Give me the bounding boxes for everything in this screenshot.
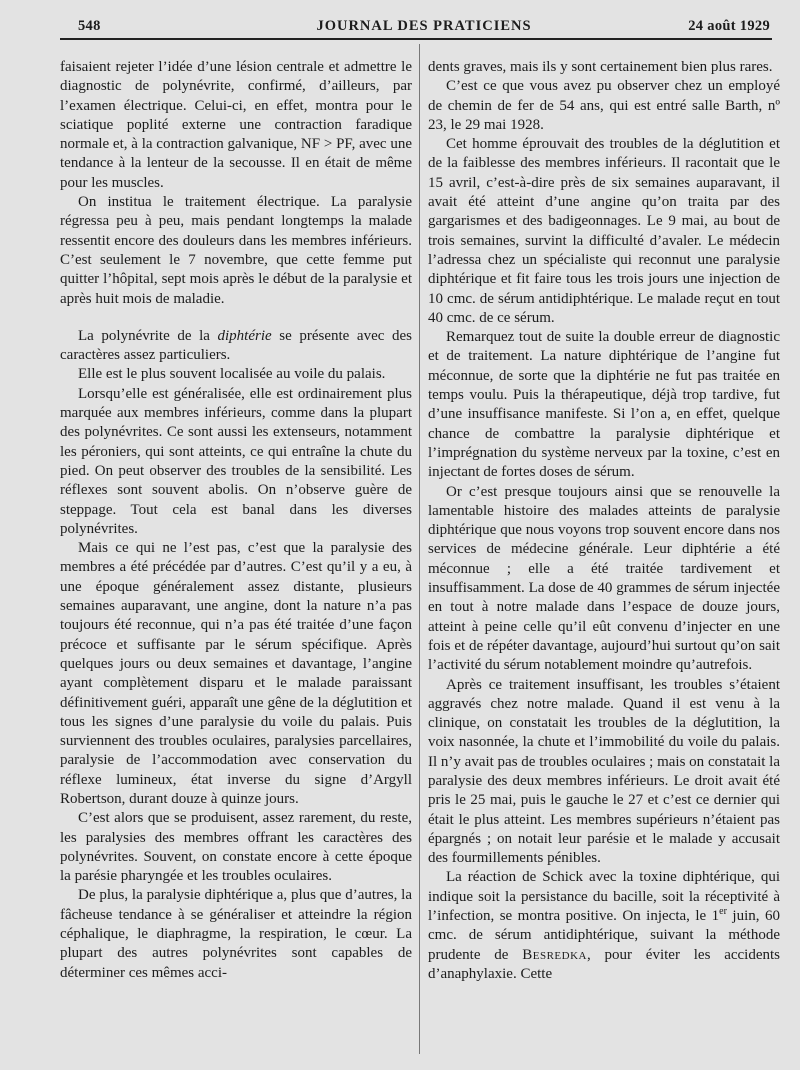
paragraph: faisaient rejeter l’idée d’une lésion centrale et admettre le diagnostic de polynévrite, confirmé, d’ailleurs, par l’examen électrique. Celui-ci, en effet, montra pour le sciatique poplité externe une contraction faradique normale et, à la contraction galvanique, NF > PF, avec une tendance à la lenteur de la secousse. Il en était de même pour les muscles. [60, 59, 412, 191]
paragraph: Mais ce qui ne l’est pas, c’est que la paralysie des membres a été précédée par d’autres. C’est qu’il y a eu, à une époque généralement assez distante, plusieurs semaines auparavant, une angine, dont la nature n’a pas toujours été reconnue, qui n’a pas été traitée d’une façon précoce et suffisante par le sérum spécifique. Après quelques jours ou deux semaines et davantage, l’angine ayant complètement disparu et le malade paraissant définitivement guéri, apparaît une gêne de la déglutition et tous les signes d’une paralysie du voile du palais. Puis surviennent des troubles oculaires, paralysies parcellaires, paralysie de l’accommodation avec conservation du réflexe lumineux, état inverse du signe d’Argyll Robertson, durant douze à quinze jours. [60, 540, 412, 807]
paragraph: Lorsqu’elle est généralisée, elle est ordinairement plus marquée aux membres inférieurs, comme dans la plupart des polynévrites. Ce sont aussi les extenseurs, notamment les péroniers, qui sont atteints, ce qui entraîne la chute du pied. On peut observer des troubles de la sensibilité. Les réflexes sont souvent abolis. On n’observe guère de steppage. Tout cela est banal dans les diverses polynévrites. [60, 385, 412, 537]
journal-title: JOURNAL DES PRATICIENS [316, 18, 532, 34]
paragraph: La réaction de Schick avec la toxine diphtérique, qui indique soit la persistance du bacille, soit la réceptivité à l’infection, se montra positive. On injecta, le 1er juin, 60 cmc. de sérum antidiphtérique, suivant la méthode prudente de Besredka, pour éviter les accidents d’anaphylaxie. Cette [428, 869, 781, 982]
paragraph: Or c’est presque toujours ainsi que se renouvelle la lamentable histoire des malades atteints de paralysie diphtérique que nous voyons trop souvent encore dans nos services de médecine générale. Leur diphtérie a été méconnue ; elle a été traitée tardivement et insuffisamment. La dose de 40 grammes de sérum injectée en tout à notre malade dans l’espace de douze jours, atteint à peine celle qu’il eût convenu d’injecter en une fois et de répéter davantage, aujourd’hui surtout qu’on sait l’activité du sérum notablement moindre qu’autrefois. [428, 483, 780, 674]
italic-term: diphtérie [217, 327, 272, 344]
paragraph: Après ce traitement insuffisant, les troubles s’étaient aggravés chez notre malade. Quand il est venu à la clinique, on constatait les troubles de la déglutition, la voix nasonnée, la chute et l’immobilité du voile du palais. Il n’y avait pas de troubles oculaires ; mais on constatait la paralysie des deux membres inférieurs. Le droit avait été pris le 25 mai, puis le gauche le 27 et c’est ce dernier qui était le plus atteint. Les membres supérieurs n’étaient pas épargnés ; on notait leur parésie et le malade y accusait des fourmillements pénibles. [428, 676, 780, 867]
right-column [428, 58, 780, 984]
column-divider [419, 44, 420, 1054]
page-header [78, 16, 770, 38]
left-column [60, 58, 412, 983]
page-number: 548 [78, 18, 101, 34]
issue-date: 24 août 1929 [688, 18, 770, 34]
paragraph: Elle est le plus souvent localisée au voile du palais. [78, 366, 386, 383]
paragraph: C’est alors que se produisent, assez rarement, du reste, les paralysies des membres offrant les caractères des polynévrites. Souvent, on constate encore à cette époque la parésie pharyngée et les troubles oculaires. [60, 810, 412, 885]
paragraph: C’est ce que vous avez pu observer chez un employé de chemin de fer de 54 ans, qui est entré salle Barth, nº 23, le 29 mai 1928. [428, 78, 780, 133]
paragraph: dents graves, mais ils y sont certainement bien plus rares. [428, 59, 773, 75]
paragraph: Cet homme éprouvait des troubles de la déglutition et de la faiblesse des membres inférieurs. Il racontait que le 15 avril, c’est-à-dire près de six semaines auparavant, il avait été atteint d’une angine qu’on traita par des gargarismes et des badigeonnages. Le 9 mai, au bout de trois semaines, survint la difficulté d’avaler. Le médecin l’adressa chez un spécialiste qui reconnut une paralysie diphtérique et fit faire tous les trois jours une injection de 10 cmc. de sérum antidiphtérique. Le malade reçut en tout 40 cmc. de ce sérum. [428, 136, 780, 326]
author-name: Besredka [522, 946, 587, 963]
paragraph: La polynévrite de la diphtérie se présente avec des caractères assez particuliers. [60, 327, 412, 364]
paragraph: De plus, la paralysie diphtérique a, plus que d’autres, la fâcheuse tendance à se généraliser et atteindre la région céphalique, le diaphragme, la respiration, le cœur. La plupart des autres polynévrites sont capables de déterminer ces mêmes acci- [60, 887, 412, 981]
paragraph: Remarquez tout de suite la double erreur de diagnostic et de traitement. La nature diphtérique de l’angine fut méconnue, de sorte que la diphtérie ne fut pas traitée en temps voulu. Puis la thérapeutique, déjà trop tardive, fut d’une insuffisance manifeste. Si l’on a, en effet, quelque chance de combattre la paralysie diphtérique et l’imprégnation du système nerveux par la toxine, c’est en injectant de fortes doses de sérum. [428, 329, 780, 481]
paragraph: On institua le traitement électrique. La paralysie régressa peu à peu, mais pendant longtemps la malade ressentit encore des douleurs dans les membres inférieurs. C’est seulement le 7 novembre, que cette femme put quitter l’hôpital, sept mois après le début de la paralysie et après huit mois de maladie. [60, 194, 412, 307]
header-rule [60, 38, 772, 40]
